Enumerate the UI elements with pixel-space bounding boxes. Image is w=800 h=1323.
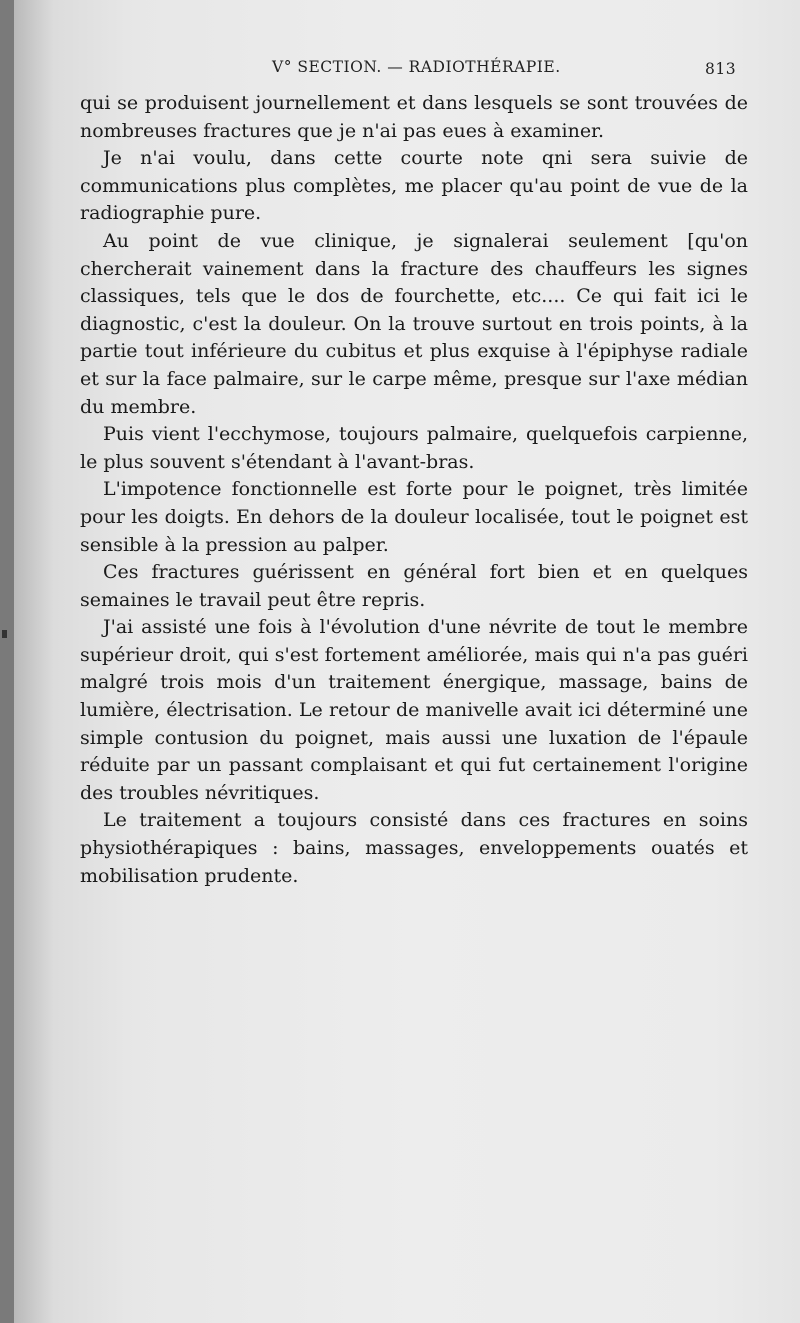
book-page: [14, 0, 800, 1323]
paragraph-8: Le traitement a toujours consisté dans ces fractures en soins physiothérapiques : bains, massages, enveloppements ouatés et mobilisation prudente.: [80, 809, 748, 887]
body-text: [80, 90, 748, 890]
paragraph-7: J'ai assisté une fois à l'évolution d'une névrite de tout le membre supérieur droit, qui s'est fortement améliorée, mais qui n'a pas guéri malgré trois mois d'un traitement énergique, massage, bains de lumière, électrisation. Le retour de manivelle avait ici déterminé une simple contusion du poignet, mais aussi une luxation de l'épaule réduite par un passant complaisant et qui fut certainement l'origine des troubles névritiques.: [80, 616, 748, 804]
paragraph-5: L'impotence fonctionnelle est forte pour le poignet, très limitée pour les doigts. En dehors de la douleur localisée, tout le poignet est sensible à la pression au palper.: [80, 478, 748, 556]
paragraph-6: Ces fractures guérissent en général fort bien et en quelques semaines le travail peut être repris.: [80, 561, 748, 611]
running-head: V° SECTION. — RADIOTHÉRAPIE.: [272, 58, 561, 76]
margin-mark: [2, 630, 7, 638]
paragraph-1: qui se produisent journellement et dans lesquels se sont trouvées de nombreuses fractures que je n'ai pas eues à examiner.: [80, 92, 748, 142]
paragraph-3: Au point de vue clinique, je signalerai seulement [qu'on chercherait vainement dans la fracture des chauffeurs les signes classiques, tels que le dos de fourchette, etc.... Ce qui fait ici le diagnostic, c'est la douleur. On la trouve surtout en trois points, à la partie tout inférieure du cubitus et plus exquise à l'épiphyse radiale et sur la face palmaire, sur le carpe même, presque sur l'axe médian du membre.: [80, 229, 748, 418]
page-header: [14, 58, 800, 86]
paragraph-4: Puis vient l'ecchymose, toujours palmaire, quelquefois carpienne, le plus souvent s'étendant à l'avant-bras.: [80, 423, 748, 473]
page-number: 813: [705, 60, 737, 78]
paragraph-2: Je n'ai voulu, dans cette courte note qni sera suivie de communications plus complètes, me placer qu'au point de vue de la radiographie pure.: [80, 147, 748, 225]
